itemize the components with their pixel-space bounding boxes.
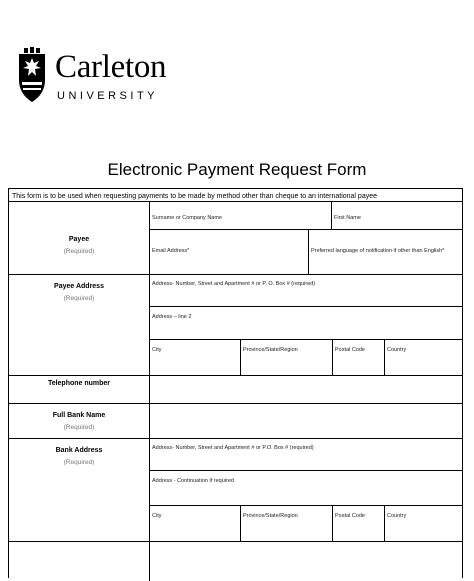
surname-field[interactable]: Surname or Company Name	[152, 215, 223, 221]
divider-bank-postal	[332, 505, 333, 541]
payment-form-table	[8, 188, 463, 578]
divider-country	[384, 339, 385, 375]
divider-bank-province	[240, 505, 241, 541]
bank-postal-code-field[interactable]: Postal Code	[335, 513, 365, 519]
rule-payee-mid	[150, 229, 462, 230]
email-field[interactable]: Email Address*	[152, 248, 190, 254]
rule-bank-addr-2	[150, 505, 462, 506]
address-line1-field[interactable]: Address- Number, Street and Apartment # or P. O. Box # (required)	[152, 281, 316, 287]
shield-crest-icon	[18, 46, 46, 104]
divider-first-name	[331, 201, 332, 229]
bank-address-line1-field[interactable]: Address- Number, Street and Apartment # or P.O. Box # (required)	[152, 445, 314, 451]
rule-after-bank-address	[9, 541, 462, 542]
rule-bank-addr-1	[150, 470, 462, 471]
bank-address-required: (Required)	[63, 459, 95, 466]
telephone-field[interactable]	[150, 376, 462, 403]
bank-country-field[interactable]: Country	[387, 513, 407, 519]
address-line2-field[interactable]: Address – line 2	[152, 314, 192, 320]
divider-province	[240, 339, 241, 375]
payee-address-required: (Required)	[63, 295, 95, 302]
divider-bank-country	[384, 505, 385, 541]
country-field[interactable]: Country	[387, 347, 407, 353]
bank-address-label: Bank Address	[55, 447, 103, 454]
city-field[interactable]: City	[152, 347, 162, 353]
province-field[interactable]: Province/State/Region	[243, 347, 298, 353]
payee-address-label: Payee Address	[54, 283, 104, 290]
bank-address-line2-field[interactable]: Address - Continuation if required	[152, 478, 234, 484]
payee-label: Payee	[68, 236, 90, 243]
rule-after-payee	[9, 274, 462, 275]
bank-name-label: Full Bank Name	[52, 412, 106, 419]
payee-required: (Required)	[63, 248, 95, 255]
rule-addr-1	[150, 306, 462, 307]
bank-name-required: (Required)	[63, 424, 95, 431]
bank-name-field[interactable]	[150, 404, 462, 438]
divider-language	[308, 229, 309, 274]
rule-addr-2	[150, 339, 462, 340]
telephone-label: Telephone number	[47, 380, 111, 387]
logo-subtitle: UNIVERSITY	[57, 90, 159, 102]
logo-wordmark: Carleton	[55, 49, 167, 85]
form-title: Electronic Payment Request Form	[107, 160, 367, 179]
divider-postal	[332, 339, 333, 375]
form-note: This form is to be used when requesting payments to be made by method other than cheque to an international payee	[12, 193, 378, 200]
language-field[interactable]: Preferred language of notification if other than English*	[311, 248, 445, 254]
first-name-field[interactable]: First Name	[334, 215, 361, 221]
postal-code-field[interactable]: Postal Code	[335, 347, 365, 353]
rule-after-bank-name	[9, 438, 462, 439]
rule-under-note	[9, 201, 462, 202]
bank-province-field[interactable]: Province/State/Region	[243, 513, 298, 519]
bank-city-field[interactable]: City	[152, 513, 162, 519]
